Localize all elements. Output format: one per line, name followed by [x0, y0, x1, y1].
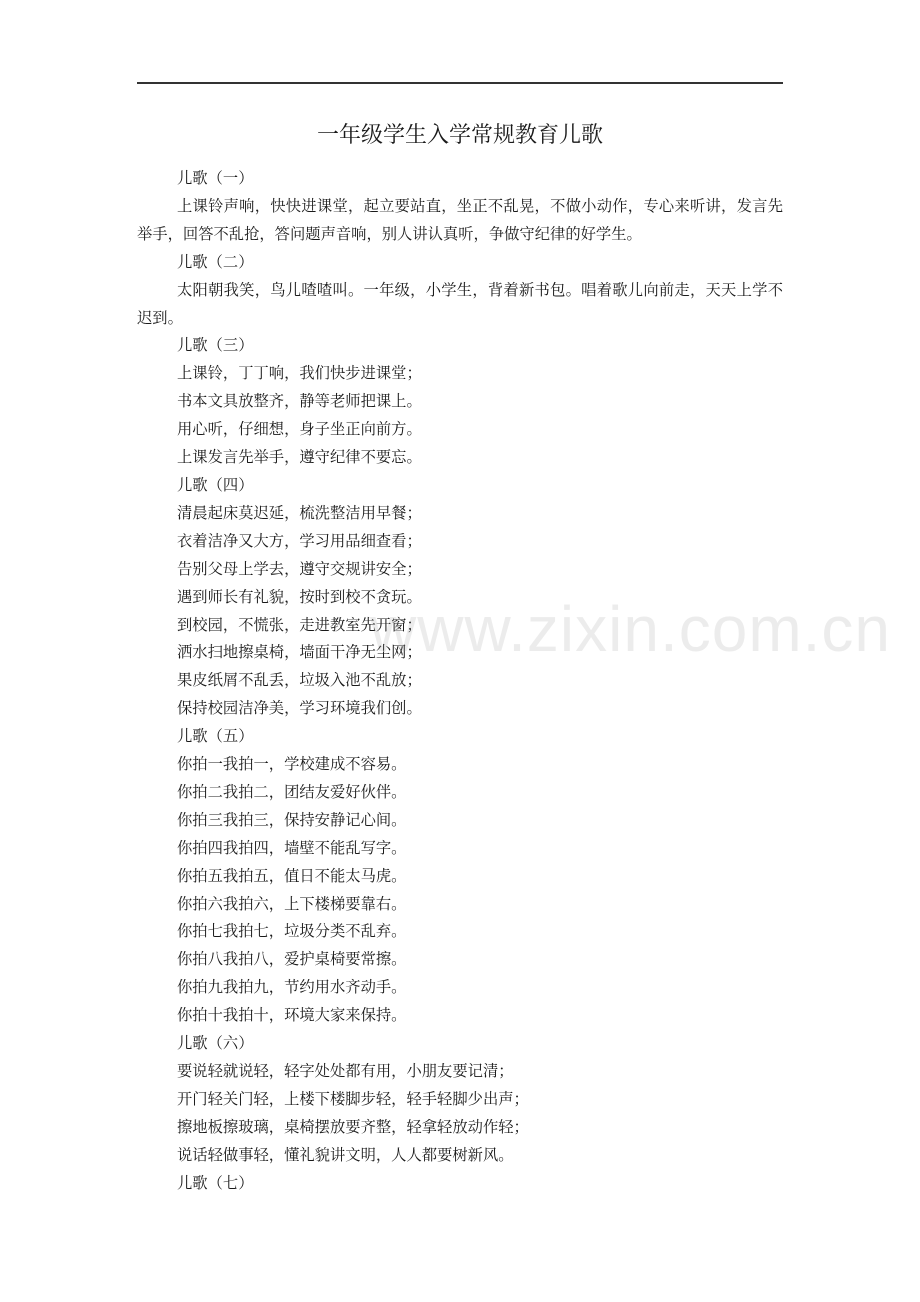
verse-line: 告别父母上学去，遵守交规讲安全；	[177, 559, 422, 578]
watermark: www.zixin.com.cn	[370, 593, 891, 665]
song-heading: 儿歌（四）	[177, 475, 254, 494]
verse-line: 开门轻关门轻，上楼下楼脚步轻，轻手轻脚少出声；	[177, 1089, 529, 1108]
song-heading: 儿歌（一）	[177, 169, 254, 187]
verse-line: 上课铃，丁丁响，我们快步进课堂；	[177, 364, 422, 383]
verse-line: 你拍十我拍十，环境大家来保持。	[177, 1006, 407, 1025]
verse-line: 你拍五我拍五，值日不能太马虎。	[177, 866, 407, 885]
song-heading: 儿歌（五）	[177, 727, 254, 746]
document-title: 一年级学生入学常规教育儿歌	[316, 123, 603, 148]
verse-line: 果皮纸屑不乱丢，垃圾入池不乱放；	[177, 671, 422, 690]
verse-line: 衣着洁净又大方，学习用品细查看；	[177, 531, 422, 550]
verse-line: 洒水扫地擦桌椅，墙面干净无尘网；	[177, 643, 422, 662]
paragraph: 太阳朝我笑，鸟儿喳喳叫。一年级，小学生，背着新书包。唱着歌儿向前走，天天上学不迟到。	[137, 280, 783, 327]
verse-line: 你拍一我拍一，学校建成不容易。	[177, 755, 407, 774]
verse-line: 保持校园洁净美，学习环境我们创。	[177, 699, 422, 718]
verse-line: 用心听，仔细想，身子坐正向前方。	[177, 420, 422, 439]
verse-line: 上课发言先举手，遵守纪律不要忘。	[177, 448, 422, 467]
document-body	[137, 165, 783, 1198]
verse-line: 到校园，不慌张，走进教室先开窗；	[177, 615, 422, 634]
song-heading: 儿歌（二）	[177, 252, 254, 271]
verse-line: 书本文具放整齐，静等老师把课上。	[177, 392, 422, 411]
verse-line: 你拍二我拍二，团结友爱好伙伴。	[177, 782, 407, 801]
header-rule	[137, 82, 783, 84]
verse-line: 擦地板擦玻璃，桌椅摆放要齐整，轻拿轻放动作轻；	[177, 1117, 529, 1136]
verse-line: 要说轻就说轻，轻字处处都有用，小朋友要记清；	[177, 1062, 514, 1080]
song-heading: 儿歌（七）	[177, 1173, 254, 1192]
verse-line: 你拍四我拍四，墙壁不能乱写字。	[177, 838, 407, 857]
verse-line: 你拍六我拍六，上下楼梯要靠右。	[177, 894, 407, 913]
verse-line: 你拍九我拍九，节约用水齐动手。	[177, 978, 407, 997]
verse-line: 说话轻做事轻，懂礼貌讲文明，人人都要树新风。	[177, 1145, 514, 1164]
verse-line: 清晨起床莫迟延，梳洗整洁用早餐；	[177, 503, 422, 522]
paragraph: 上课铃声响，快快进课堂，起立要站直，坐正不乱晃，不做小动作，专心来听讲，发言先举手，回答不乱抢，答问题声音响，别人讲认真听，争做守纪律的好学生。	[137, 196, 783, 243]
verse-line: 遇到师长有礼貌，按时到校不贪玩。	[177, 587, 422, 606]
song-heading: 儿歌（三）	[177, 336, 254, 355]
verse-line: 你拍三我拍三，保持安静记心间。	[177, 810, 407, 829]
verse-line: 你拍七我拍七，垃圾分类不乱弃。	[177, 922, 407, 941]
song-heading: 儿歌（六）	[177, 1034, 254, 1053]
verse-line: 你拍八我拍八，爱护桌椅要常擦。	[177, 950, 407, 969]
